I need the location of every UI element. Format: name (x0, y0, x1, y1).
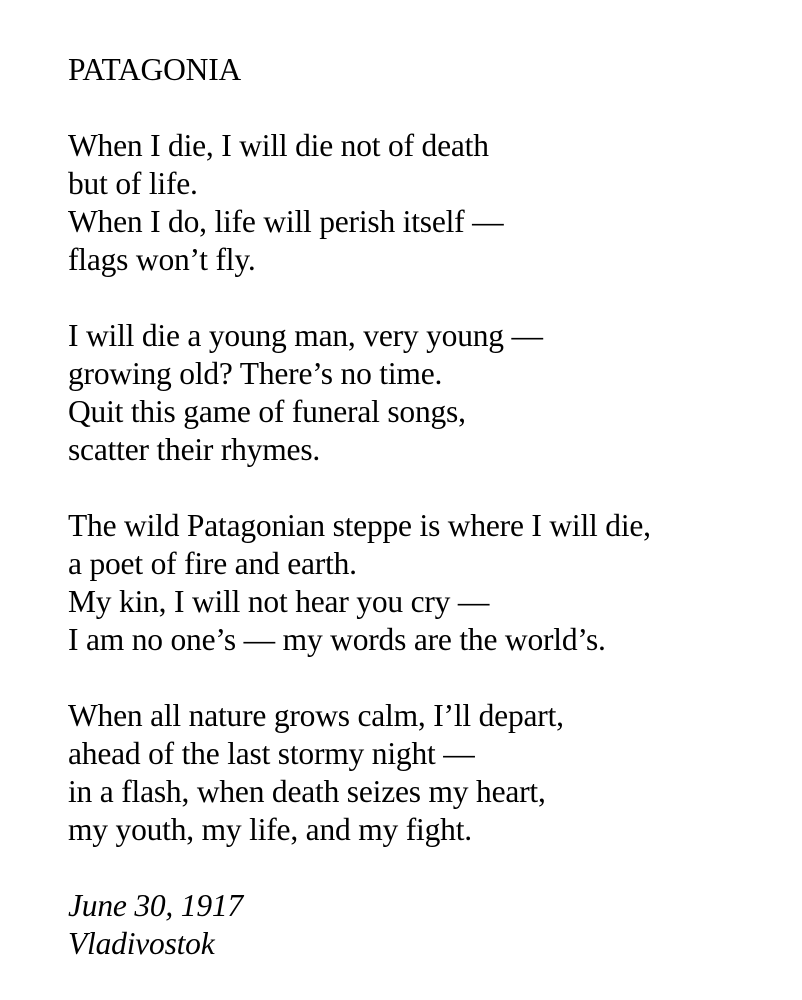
poem-line: flags won’t fly. (68, 242, 256, 277)
poem-line: When I do, life will perish itself — (68, 204, 504, 239)
stanza-4 (68, 697, 788, 849)
poem-line: Quit this game of funeral songs, (68, 394, 466, 429)
poem-line: my youth, my life, and my fight. (68, 812, 472, 847)
poem-line: When I die, I will die not of death (68, 128, 489, 163)
stanza-break (68, 89, 788, 127)
stanza-break (68, 849, 788, 887)
poem-line: in a flash, when death seizes my heart, (68, 774, 546, 809)
stanza-break (68, 469, 788, 507)
poem-line: The wild Patagonian steppe is where I will die, (68, 508, 651, 543)
poem-line: a poet of fire and earth. (68, 546, 357, 581)
poem-title: PATAGONIA (68, 52, 242, 87)
poem-line: My kin, I will not hear you cry — (68, 584, 490, 619)
poem-place: Vladivostok (68, 926, 215, 961)
stanza-break (68, 659, 788, 697)
poem-line: but of life. (68, 166, 198, 201)
stanza-2 (68, 317, 788, 469)
poem-line: ahead of the last stormy night — (68, 736, 475, 771)
poem-line: I am no one’s — my words are the world’s. (68, 622, 606, 657)
stanza-break (68, 279, 788, 317)
poem (68, 51, 788, 963)
stanza-3 (68, 507, 788, 659)
stanza-1 (68, 127, 788, 279)
poem-line: I will die a young man, very young — (68, 318, 543, 353)
poem-line: When all nature grows calm, I’ll depart, (68, 698, 564, 733)
poem-signoff (68, 887, 788, 963)
poem-line: scatter their rhymes. (68, 432, 321, 467)
poem-line: growing old? There’s no time. (68, 356, 443, 391)
poem-date: June 30, 1917 (68, 888, 243, 923)
